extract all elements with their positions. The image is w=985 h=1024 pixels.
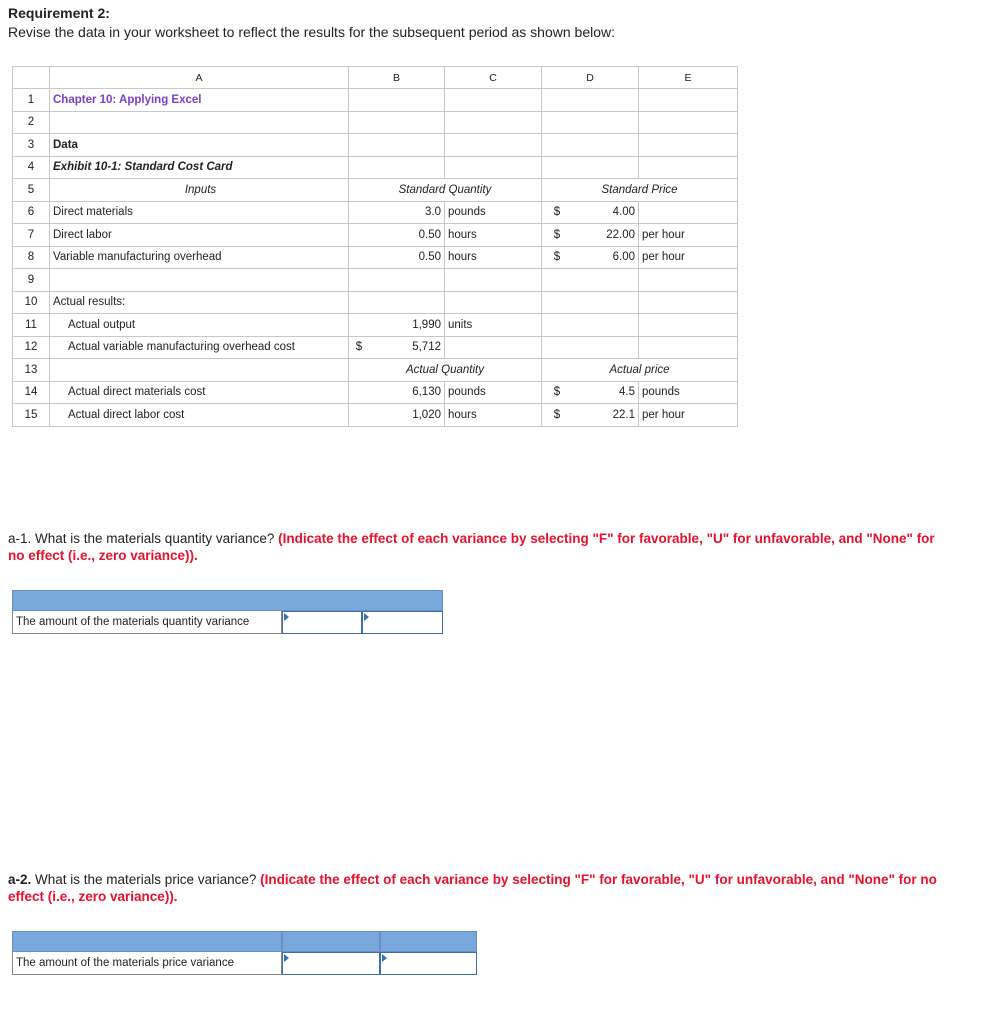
variance-effect-select[interactable] (380, 952, 477, 975)
standard-price-heading: Standard Price (542, 179, 738, 202)
row-label-cell: Direct materials (50, 202, 349, 225)
sheet-row (12, 337, 738, 360)
answer-table-header (12, 590, 443, 611)
question-a1-text: a-1. What is the materials quantity variance? (8, 531, 279, 546)
quantity-unit: pounds (445, 382, 542, 405)
cell (445, 157, 542, 180)
sheet-row (12, 224, 738, 247)
sheet-row (12, 359, 738, 382)
row-number: 14 (12, 382, 50, 405)
sheet-row (12, 179, 738, 202)
cell (542, 157, 639, 180)
cell-marker-icon (284, 613, 289, 621)
cell (349, 134, 445, 157)
cell (542, 314, 639, 337)
row-label-cell: Actual direct labor cost (50, 404, 349, 427)
actual-quantity-value: 1,020 (349, 404, 445, 427)
actual-quantity-heading: Actual Quantity (349, 359, 542, 382)
cell (542, 269, 639, 292)
row-label-cell: Direct labor (50, 224, 349, 247)
sheet-row (12, 112, 738, 135)
column-header-row (12, 66, 738, 89)
answer-table-header (12, 931, 282, 952)
cell (349, 157, 445, 180)
actual-quantity-value: 6,130 (349, 382, 445, 405)
cell-marker-icon (364, 613, 369, 621)
price-unit (639, 202, 738, 225)
cell (639, 314, 738, 337)
inputs-heading-cell: Inputs (50, 179, 349, 202)
price-unit: per hour (639, 224, 738, 247)
standard-quantity-value: 3.0 (349, 202, 445, 225)
row-number: 11 (12, 314, 50, 337)
answer-table-a2 (12, 931, 477, 975)
row-number: 12 (12, 337, 50, 360)
row-label-cell: Actual direct materials cost (50, 382, 349, 405)
row-label-cell: Variable manufacturing overhead (50, 247, 349, 270)
variance-effect-select[interactable] (362, 611, 443, 634)
price-unit: per hour (639, 247, 738, 270)
chapter-title-cell: Chapter 10: Applying Excel (50, 89, 349, 112)
standard-quantity-value: 0.50 (349, 247, 445, 270)
data-heading-cell: Data (50, 134, 349, 157)
actual-price-value: 4.5 (572, 382, 639, 405)
row-label-cell: Actual variable manufacturing overhead cost (50, 337, 349, 360)
sheet-row (12, 314, 738, 337)
actual-results-heading: Actual results: (50, 292, 349, 315)
cell (639, 292, 738, 315)
row-number: 6 (12, 202, 50, 225)
variance-amount-input[interactable] (282, 611, 362, 634)
column-header-a: A (50, 66, 349, 89)
answer-table-header (282, 931, 380, 952)
actual-price-heading: Actual price (542, 359, 738, 382)
question-a2 (8, 871, 938, 905)
currency-symbol: $ (542, 382, 572, 405)
row-number: 3 (12, 134, 50, 157)
currency-symbol: $ (542, 202, 572, 225)
worksheet (12, 66, 738, 427)
row-number: 5 (12, 179, 50, 202)
sheet-row (12, 157, 738, 180)
row-label-cell: Actual output (50, 314, 349, 337)
cell (349, 112, 445, 135)
row-number: 1 (12, 89, 50, 112)
row-number: 4 (12, 157, 50, 180)
question-a1 (8, 530, 938, 564)
variance-amount-input[interactable] (282, 952, 380, 975)
cell (639, 134, 738, 157)
cell (542, 89, 639, 112)
standard-price-value: 6.00 (572, 247, 639, 270)
cell (639, 337, 738, 360)
question-a2-number: a-2. (8, 872, 32, 887)
column-header-d: D (542, 66, 639, 89)
row-number: 8 (12, 247, 50, 270)
question-a2-text: What is the materials price variance? (31, 872, 261, 887)
question-a2-instruction: (Indicate the effect of each variance by selecting "F" for favorable, "U" for unfavorable, and "None" for no effect (i.e., zero variance)). (8, 872, 937, 904)
actual-price-value: 22.1 (572, 404, 639, 427)
cell (542, 134, 639, 157)
quantity-unit: units (445, 314, 542, 337)
row-number: 10 (12, 292, 50, 315)
requirement-description: Revise the data in your worksheet to reflect the results for the subsequent period as shown below: (8, 24, 616, 40)
cell (542, 337, 639, 360)
sheet-row (12, 134, 738, 157)
column-header-b: B (349, 66, 445, 89)
sheet-row (12, 404, 738, 427)
actual-output-value: 1,990 (349, 314, 445, 337)
cell (50, 269, 349, 292)
currency-symbol: $ (542, 247, 572, 270)
row-number: 2 (12, 112, 50, 135)
answer-table-header (380, 931, 477, 952)
cell (542, 112, 639, 135)
quantity-unit: hours (445, 247, 542, 270)
column-header-e: E (639, 66, 738, 89)
standard-price-value: 4.00 (572, 202, 639, 225)
row-number: 7 (12, 224, 50, 247)
row-number: 9 (12, 269, 50, 292)
cell (349, 269, 445, 292)
cell (542, 292, 639, 315)
price-unit: pounds (639, 382, 738, 405)
sheet-row (12, 269, 738, 292)
sheet-row (12, 292, 738, 315)
cell (445, 269, 542, 292)
cell (639, 112, 738, 135)
cell (445, 292, 542, 315)
question-a1-instruction: (Indicate the effect of each variance by selecting "F" for favorable, "U" for unfavorable, and "None" for no effect (i.e., zero variance)). (8, 531, 935, 563)
answer-table-a1 (12, 590, 443, 634)
quantity-unit: pounds (445, 202, 542, 225)
price-unit: per hour (639, 404, 738, 427)
answer-row-label: The amount of the materials price variance (12, 952, 282, 975)
cell (445, 134, 542, 157)
overhead-cost-value: 5,712 (369, 337, 445, 360)
currency-symbol: $ (542, 224, 572, 247)
sheet-row (12, 247, 738, 270)
standard-price-value: 22.00 (572, 224, 639, 247)
currency-symbol: $ (349, 337, 369, 360)
answer-row-label: The amount of the materials quantity variance (12, 611, 282, 634)
sheet-row (12, 382, 738, 405)
cell (445, 89, 542, 112)
cell (445, 112, 542, 135)
sheet-row (12, 89, 738, 112)
standard-quantity-heading: Standard Quantity (349, 179, 542, 202)
column-header-c: C (445, 66, 542, 89)
quantity-unit: hours (445, 224, 542, 247)
cell (349, 89, 445, 112)
sheet-row (12, 202, 738, 225)
cell-marker-icon (382, 954, 387, 962)
cell (639, 157, 738, 180)
cell (639, 269, 738, 292)
cell (50, 359, 349, 382)
currency-symbol: $ (542, 404, 572, 427)
row-number: 15 (12, 404, 50, 427)
corner-cell (12, 66, 50, 89)
cell (349, 292, 445, 315)
standard-quantity-value: 0.50 (349, 224, 445, 247)
row-number: 13 (12, 359, 50, 382)
cell (445, 337, 542, 360)
exhibit-title-cell: Exhibit 10-1: Standard Cost Card (50, 157, 349, 180)
cell (639, 89, 738, 112)
requirement-title: Requirement 2: (8, 5, 110, 21)
cell-marker-icon (284, 954, 289, 962)
quantity-unit: hours (445, 404, 542, 427)
cell (50, 112, 349, 135)
